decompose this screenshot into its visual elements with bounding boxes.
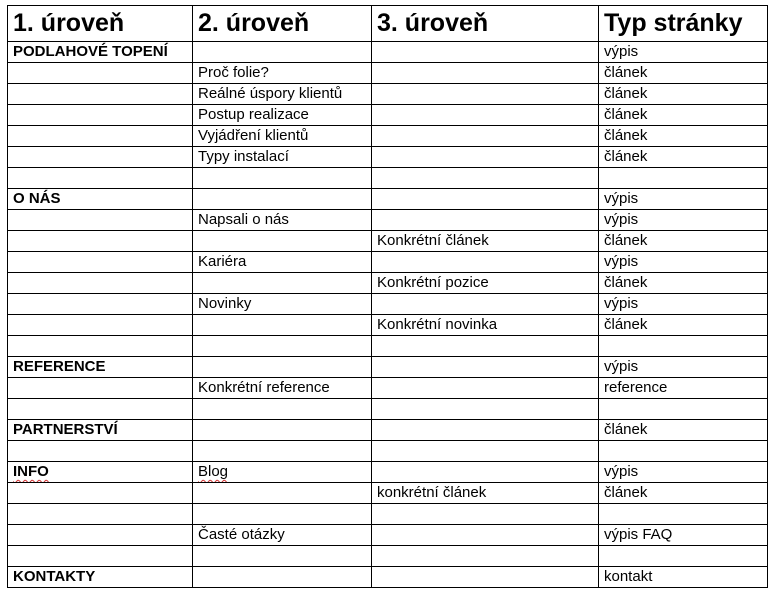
level-1-cell [8, 84, 193, 105]
level-2-cell [193, 462, 372, 483]
page-type-cell [599, 273, 768, 294]
cell-text: kontakt [604, 568, 653, 585]
level-3-cell [372, 357, 599, 378]
cell-text: INFO [13, 463, 49, 480]
level-2-cell [193, 126, 372, 147]
level-1-cell [8, 357, 193, 378]
cell-text: Časté otázky [198, 526, 285, 543]
cell-text: článek [604, 106, 648, 123]
level-2-cell [193, 546, 372, 567]
cell-text: konkrétní článek [377, 484, 487, 501]
cell-text: PODLAHOVÉ TOPENÍ [13, 43, 168, 60]
table-row [8, 483, 768, 504]
cell-text: KONTAKTY [13, 568, 96, 585]
page-type-cell [599, 42, 768, 63]
level-2-cell [193, 231, 372, 252]
level-2-cell [193, 84, 372, 105]
level-3-cell [372, 231, 599, 252]
cell-text: výpis [604, 190, 639, 207]
page-type-cell [599, 294, 768, 315]
level-1-cell [8, 63, 193, 84]
level-1-cell [8, 105, 193, 126]
page-type-cell [599, 336, 768, 357]
level-3-cell [372, 462, 599, 483]
level-2-cell [193, 504, 372, 525]
cell-text: článek [604, 421, 648, 438]
level-2-cell [193, 567, 372, 588]
level-3-cell [372, 168, 599, 189]
level-1-cell [8, 441, 193, 462]
level-1-cell [8, 315, 193, 336]
level-1-cell [8, 546, 193, 567]
table-row [8, 189, 768, 210]
page-type-cell [599, 147, 768, 168]
cell-text: článek [604, 316, 648, 333]
cell-text: Konkrétní novinka [377, 316, 498, 333]
page-type-cell [599, 504, 768, 525]
table-row [8, 441, 768, 462]
cell-text: výpis [604, 211, 639, 228]
table-row [8, 567, 768, 588]
level-1-cell [8, 483, 193, 504]
table-row [8, 42, 768, 63]
header-level-2: 2. úroveň [193, 6, 372, 42]
level-1-cell [8, 294, 193, 315]
table-row [8, 126, 768, 147]
page-type-cell [599, 483, 768, 504]
table-row [8, 231, 768, 252]
level-2-cell [193, 42, 372, 63]
cell-text: Konkrétní pozice [377, 274, 489, 291]
cell-text: článek [604, 484, 648, 501]
cell-text: výpis [604, 43, 639, 60]
table-row [8, 357, 768, 378]
level-2-cell [193, 525, 372, 546]
page-type-cell [599, 252, 768, 273]
level-3-cell [372, 420, 599, 441]
level-2-cell [193, 483, 372, 504]
level-1-cell [8, 378, 193, 399]
table-row [8, 420, 768, 441]
level-2-cell [193, 189, 372, 210]
level-3-cell [372, 189, 599, 210]
level-3-cell [372, 84, 599, 105]
level-2-cell [193, 336, 372, 357]
cell-text: výpis FAQ [604, 526, 673, 543]
table-row [8, 399, 768, 420]
cell-text: výpis [604, 358, 639, 375]
table-row [8, 84, 768, 105]
cell-text: Vyjádření klientů [198, 127, 309, 144]
page-type-cell [599, 546, 768, 567]
cell-text: článek [604, 232, 648, 249]
level-3-cell [372, 483, 599, 504]
table-row [8, 105, 768, 126]
level-1-cell [8, 567, 193, 588]
cell-text: článek [604, 127, 648, 144]
page-type-cell [599, 357, 768, 378]
page-type-cell [599, 462, 768, 483]
table-row [8, 378, 768, 399]
level-1-cell [8, 525, 193, 546]
table-row [8, 63, 768, 84]
page-type-cell [599, 168, 768, 189]
table-row [8, 147, 768, 168]
page-type-cell [599, 315, 768, 336]
page-type-cell [599, 441, 768, 462]
page-type-cell [599, 63, 768, 84]
cell-text: výpis [604, 295, 639, 312]
level-1-cell [8, 252, 193, 273]
level-2-cell [193, 273, 372, 294]
cell-text: O NÁS [13, 190, 61, 207]
level-2-cell [193, 294, 372, 315]
cell-text: Proč folie? [198, 64, 269, 81]
cell-text: článek [604, 64, 648, 81]
cell-text: článek [604, 85, 648, 102]
cell-text: PARTNERSTVÍ [13, 421, 118, 438]
header-page-type: Typ stránky [599, 6, 768, 42]
page-type-cell [599, 567, 768, 588]
table-row [8, 294, 768, 315]
cell-text: reference [604, 379, 668, 396]
level-2-cell [193, 210, 372, 231]
level-1-cell [8, 273, 193, 294]
table-row [8, 336, 768, 357]
table-body [8, 42, 768, 588]
level-1-cell [8, 126, 193, 147]
page-type-cell [599, 231, 768, 252]
level-2-cell [193, 105, 372, 126]
cell-text: Typy instalací [198, 148, 289, 165]
level-3-cell [372, 42, 599, 63]
table-row [8, 525, 768, 546]
table-row [8, 546, 768, 567]
table-row [8, 462, 768, 483]
table-row [8, 273, 768, 294]
level-3-cell [372, 294, 599, 315]
cell-text: Napsali o nás [198, 211, 289, 228]
level-3-cell [372, 567, 599, 588]
level-3-cell [372, 441, 599, 462]
page-type-cell [599, 189, 768, 210]
page-type-cell [599, 126, 768, 147]
cell-text: Konkrétní článek [377, 232, 489, 249]
level-1-cell [8, 189, 193, 210]
table-row [8, 504, 768, 525]
level-3-cell [372, 273, 599, 294]
site-structure-table [7, 5, 768, 588]
level-2-cell [193, 420, 372, 441]
level-2-cell [193, 168, 372, 189]
level-1-cell [8, 210, 193, 231]
level-3-cell [372, 399, 599, 420]
page-type-cell [599, 420, 768, 441]
level-1-cell [8, 147, 193, 168]
level-2-cell [193, 63, 372, 84]
level-1-cell [8, 42, 193, 63]
level-3-cell [372, 546, 599, 567]
level-1-cell [8, 336, 193, 357]
cell-text: Postup realizace [198, 106, 309, 123]
page-type-cell [599, 105, 768, 126]
cell-text: Novinky [198, 295, 252, 312]
page-type-cell [599, 210, 768, 231]
table-row [8, 168, 768, 189]
level-3-cell [372, 336, 599, 357]
cell-text: Kariéra [198, 253, 247, 270]
level-3-cell [372, 378, 599, 399]
page-type-cell [599, 399, 768, 420]
level-1-cell [8, 462, 193, 483]
cell-text: článek [604, 274, 648, 291]
level-3-cell [372, 63, 599, 84]
header-row [8, 6, 768, 42]
level-1-cell [8, 168, 193, 189]
level-2-cell [193, 441, 372, 462]
level-3-cell [372, 525, 599, 546]
page-type-cell [599, 84, 768, 105]
table-row [8, 252, 768, 273]
cell-text: Konkrétní reference [198, 379, 330, 396]
level-3-cell [372, 147, 599, 168]
level-2-cell [193, 357, 372, 378]
cell-text: Blog [198, 463, 229, 480]
level-2-cell [193, 399, 372, 420]
level-3-cell [372, 210, 599, 231]
cell-text: Reálné úspory klientů [198, 85, 343, 102]
level-1-cell [8, 420, 193, 441]
page-type-cell [599, 525, 768, 546]
cell-text: REFERENCE [13, 358, 106, 375]
level-3-cell [372, 504, 599, 525]
level-3-cell [372, 126, 599, 147]
cell-text: článek [604, 148, 648, 165]
level-2-cell [193, 315, 372, 336]
level-2-cell [193, 252, 372, 273]
level-1-cell [8, 399, 193, 420]
level-2-cell [193, 378, 372, 399]
level-2-cell [193, 147, 372, 168]
table-row [8, 315, 768, 336]
table-row [8, 210, 768, 231]
page-type-cell [599, 378, 768, 399]
level-1-cell [8, 231, 193, 252]
header-level-3: 3. úroveň [372, 6, 599, 42]
level-1-cell [8, 504, 193, 525]
level-3-cell [372, 105, 599, 126]
header-level-1: 1. úroveň [8, 6, 193, 42]
level-3-cell [372, 252, 599, 273]
level-3-cell [372, 315, 599, 336]
cell-text: výpis [604, 253, 639, 270]
cell-text: výpis [604, 463, 639, 480]
